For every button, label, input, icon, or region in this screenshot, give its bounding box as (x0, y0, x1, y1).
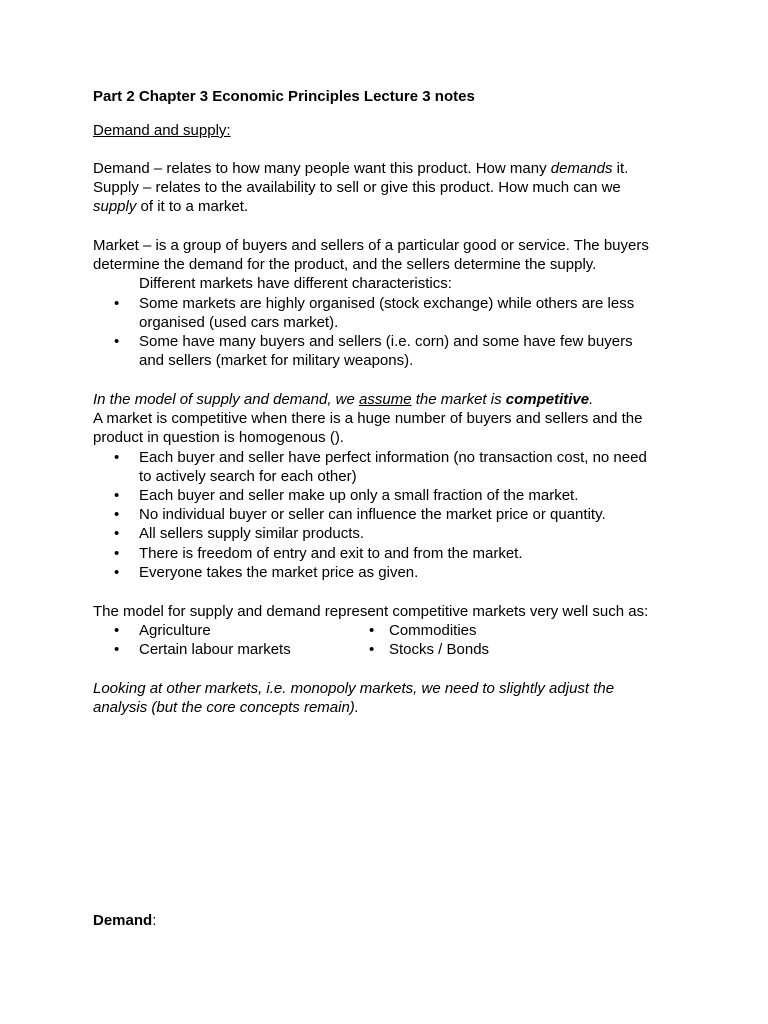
market-line2: determine the demand for the product, and the sellers determine the supply. (93, 256, 597, 274)
demand-definition-text: Demand – relates to how many people want this product. How many (93, 160, 551, 177)
model-line3: product in question is homogenous (). (93, 429, 344, 447)
list-item-line1: No individual buyer or seller can influence the market price or quantity. (139, 506, 606, 524)
bullet-icon: • (114, 622, 120, 640)
bullet-icon: • (114, 544, 120, 562)
model-intro-text: In the model of supply and demand, we (93, 391, 360, 408)
supply-definition-line2 (93, 197, 693, 216)
closing-line1: Looking at other markets, i.e. monopoly markets, we need to slightly adjust the (93, 680, 615, 697)
list-item-line2: and sellers (market for military weapons). (139, 352, 414, 370)
closing-paragraph (93, 679, 693, 717)
examples-columns (93, 621, 693, 660)
examples-paragraph (93, 602, 693, 660)
model-paragraph (93, 390, 693, 582)
list-item (93, 640, 291, 659)
supply-italic-word: supply (93, 198, 137, 216)
list-item (93, 563, 693, 582)
model-intro-text2: the market is (411, 391, 506, 408)
list-item-text: Agriculture (139, 622, 211, 640)
list-item-line1: Everyone takes the market price as given. (139, 563, 419, 581)
bullet-icon: • (114, 487, 120, 505)
list-item-text: Commodities (389, 622, 477, 640)
market-line1: Market – is a group of buyers and sellers of a particular good or service. The buyers (93, 237, 649, 254)
model-line2: A market is competitive when there is a huge number of buyers and sellers and the (93, 410, 643, 428)
competitive-word: competitive (505, 391, 590, 408)
list-item (93, 332, 693, 370)
demand-heading (93, 911, 693, 930)
list-item (93, 544, 693, 563)
supply-definition-end: of it to a market. (136, 198, 249, 216)
list-item-line1: There is freedom of entry and exit to and from the market. (139, 544, 523, 562)
list-item (93, 505, 693, 524)
market-bullet-list (93, 294, 693, 371)
examples-left-list (93, 621, 291, 659)
model-intro-line (93, 390, 693, 409)
assume-word: assume (359, 391, 412, 408)
supply-definition-line1: Supply – relates to the availability to sell or give this product. How much can we (93, 179, 621, 197)
demand-definition-end: it. (612, 160, 629, 177)
examples-right-list (369, 621, 489, 659)
bullet-icon: • (114, 525, 120, 543)
title-text: Part 2 Chapter 3 Economic Principles Lecture 3 notes (93, 88, 475, 105)
market-line3: Different markets have different characteristics: (139, 275, 452, 293)
list-item (93, 524, 693, 543)
list-item-line1: Each buyer and seller make up only a small fraction of the market. (139, 487, 579, 505)
list-item-text: Stocks / Bonds (389, 641, 490, 659)
model-intro-end: . (589, 391, 594, 408)
model-bullet-list (93, 448, 693, 582)
list-item-line1: Some markets are highly organised (stock exchange) while others are less (139, 294, 635, 312)
demand-heading-colon: : (152, 912, 157, 929)
definitions-paragraph (93, 159, 693, 217)
bullet-icon: • (114, 506, 120, 524)
section-heading-text: Demand and supply: (93, 122, 231, 139)
list-item-line1: All sellers supply similar products. (139, 525, 365, 543)
list-item (93, 486, 693, 505)
section-heading (93, 121, 693, 140)
bullet-icon: • (114, 563, 120, 581)
demand-italic-word: demands (550, 160, 613, 177)
list-item (369, 640, 489, 659)
demand-heading-label: Demand (93, 912, 153, 929)
closing-line2: analysis (but the core concepts remain). (93, 699, 359, 717)
list-item-line2: to actively search for each other) (139, 467, 357, 485)
demand-definition (93, 159, 693, 178)
list-item-line1: Some have many buyers and sellers (i.e. corn) and some have few buyers (139, 333, 633, 351)
demand-heading-line (93, 911, 693, 930)
list-item-text: Certain labour markets (139, 641, 291, 659)
bullet-icon: • (369, 622, 375, 640)
list-item-line2: organised (used cars market). (139, 313, 339, 331)
bullet-icon: • (369, 641, 375, 659)
market-paragraph (93, 236, 693, 370)
examples-intro: The model for supply and demand represent competitive markets very well such as: (93, 603, 649, 620)
list-item (369, 621, 489, 640)
bullet-icon: • (114, 641, 120, 659)
list-item (93, 621, 291, 640)
list-item-line1: Each buyer and seller have perfect information (no transaction cost, no need (139, 448, 647, 466)
bullet-icon: • (114, 294, 120, 312)
bullet-icon: • (114, 448, 120, 466)
bullet-icon: • (114, 333, 120, 351)
document-title (93, 87, 693, 106)
list-item (93, 448, 693, 486)
list-item (93, 294, 693, 332)
